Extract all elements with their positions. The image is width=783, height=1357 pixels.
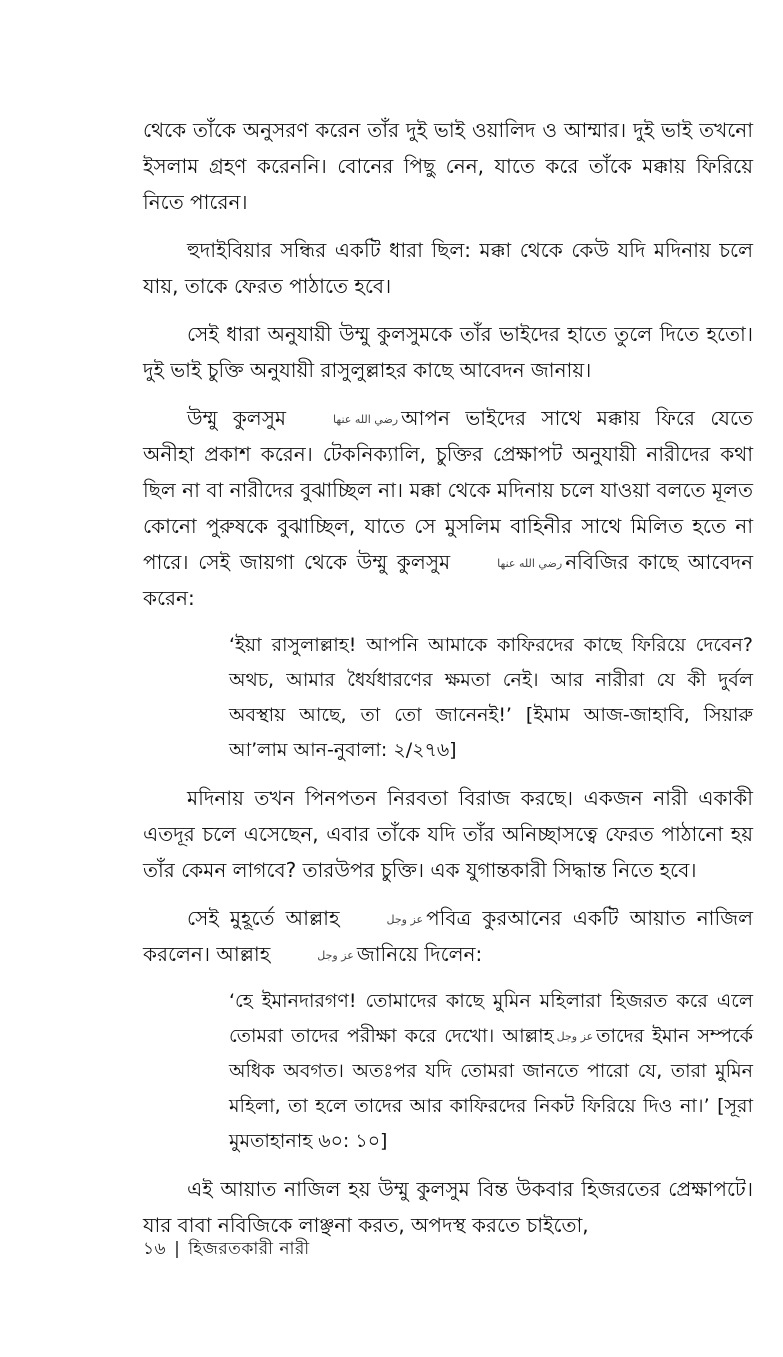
paragraph: মদিনায় তখন পিনপতন নিরবতা বিরাজ করছে। একজন নারী একাকী এতদূর চলে এসেছেন, এবার তাঁকে যদি তাঁর অনিচ্ছাসত্বে ফেরত পাঠানো হয় তাঁর কেমন লাগবে? তারউপর চুক্তি। এক যুগান্তকারী সিদ্ধান্ত নিতে হবে। bbox=[143, 786, 753, 882]
page-body bbox=[143, 112, 753, 1255]
azza-wa-jall-honorific-icon: عز وجل bbox=[386, 913, 424, 926]
running-title: হিজরতকারী নারী bbox=[188, 1239, 310, 1259]
page-footer bbox=[143, 1236, 310, 1264]
radiyallahu-anha-honorific-icon: رضي الله عنها bbox=[333, 413, 399, 426]
paragraph: হুদাইবিয়ার সন্ধির একটি ধারা ছিল: মক্কা থেকে কেউ যদি মদিনায় চলে যায়, তাকে ফেরত পাঠাতে হবে। bbox=[143, 238, 753, 298]
paragraph: সেই ধারা অনুযায়ী উম্মু কুলসুমকে তাঁর ভাইদের হাতে তুলে দিতে হতো। দুই ভাই চুক্তি অনুযায়ী রাসুলুল্লাহর কাছে আবেদন জানায়। bbox=[143, 322, 753, 382]
footer-separator: | bbox=[174, 1239, 181, 1259]
paragraph: সেই মুহূর্তে আল্লাহ عز وجل পবিত্র কুরআনের একটি আয়াত নাজিল করলেন। আল্লাহ عز وجل জানিয়ে দিলেন: bbox=[143, 906, 753, 966]
paragraph: এই আয়াত নাজিল হয় উম্মু কুলসুম বিন্ত উকবার হিজরতের প্রেক্ষাপটে। যার বাবা নবিজিকে লাঞ্ছনা করত, অপদস্থ করতে চাইতো, bbox=[143, 1177, 753, 1237]
block-quote: ‘হে ইমানদারগণ! তোমাদের কাছে মুমিন মহিলারা হিজরত করে এলে তোমরা তাদের পরীক্ষা করে দেখো। আল্লাহ عز وجل তাদের ইমান সম্পর্কে অধিক অবগত। অতঃপর যদি তোমরা জানতে পারো যে, তারা মুমিন মহিলা, তা হলে তাদের আর কাফিরদের নিকট ফিরিয়ে দিও না।’ [সূরা মুমতাহানাহ ৬০: ১০] bbox=[229, 990, 753, 1152]
paragraph: থেকে তাঁকে অনুসরণ করেন তাঁর দুই ভাই ওয়ালিদ ও আম্মার। দুই ভাই তখনো ইসলাম গ্রহণ করেননি। বোনের পিছু নেন, যাতে করে তাঁকে মক্কায় ফিরিয়ে নিতে পারেন। bbox=[143, 118, 753, 214]
radiyallahu-anha-honorific-icon: رضي الله عنها bbox=[497, 557, 563, 570]
page-number: ১৬ bbox=[143, 1239, 167, 1259]
azza-wa-jall-honorific-icon: عز وجل bbox=[556, 1030, 594, 1043]
azza-wa-jall-honorific-icon: عز وجل bbox=[317, 949, 354, 962]
paragraph: উম্মু কুলসুম رضي الله عنها আপন ভাইদের সাথে মক্কায় ফিরে যেতে অনীহা প্রকাশ করেন। টেকনিক্যালি, চুক্তির প্রেক্ষাপট অনুযায়ী নারীদের কথা ছিল না বা নারীদের বুঝাচ্ছিল না। মক্কা থেকে মদিনায় চলে যাওয়া বলতে মূলত কোনো পুরুষকে বুঝাচ্ছিল, যাতে সে মুসলিম বাহিনীর সাথে মিলিত হতে না পারে। সেই জায়গা থেকে উম্মু কুলসুম رضي الله عنها নবিজির কাছে আবেদন করেন: bbox=[143, 406, 754, 610]
block-quote: ‘ইয়া রাসুলাল্লাহ! আপনি আমাকে কাফিরদের কাছে ফিরিয়ে দেবেন? অথচ, আমার ধৈর্যধারণের ক্ষমতা নেই। আর নারীরা যে কী দুর্বল অবস্থায় আছে, তা তো জানেনই!’ [ইমাম আজ-জাহাবি, সিয়ারু আ’লাম আন-নুবালা: ২/২৭৬] bbox=[229, 634, 753, 761]
